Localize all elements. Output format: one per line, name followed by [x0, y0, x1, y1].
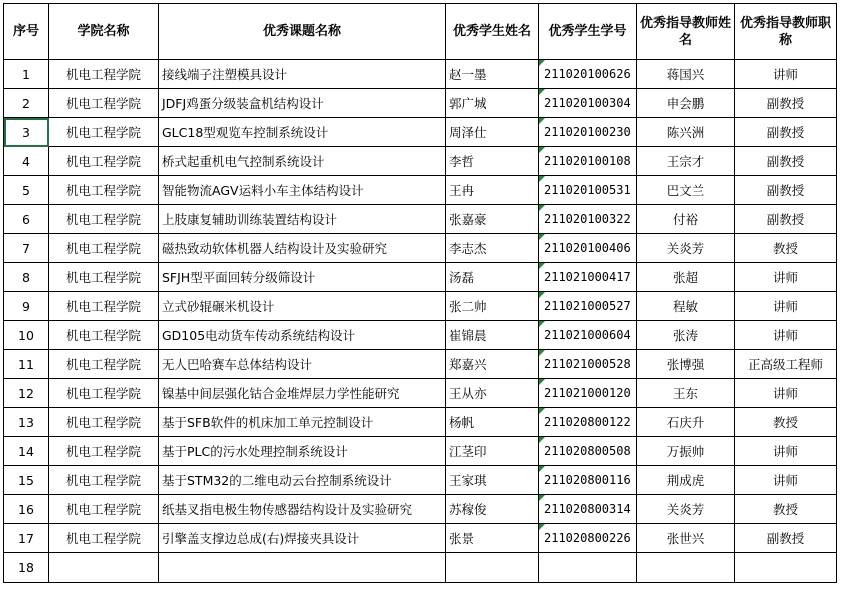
cell-topic[interactable]	[159, 176, 446, 205]
cell-topic-text: 桥式起重机电气控制系统设计	[162, 154, 325, 169]
cell-teacher[interactable]	[637, 176, 735, 205]
cell-college-text: 机电工程学院	[65, 328, 141, 343]
cell-teacher-text: 石庆升	[666, 415, 705, 430]
cell-no[interactable]	[4, 408, 49, 437]
cell-college[interactable]	[49, 437, 159, 466]
cell-no[interactable]	[4, 553, 49, 583]
cell-no-text: 9	[22, 298, 30, 314]
cell-teacher-text: 蒋国兴	[666, 67, 705, 82]
cell-topic[interactable]	[159, 495, 446, 524]
cell-no[interactable]	[4, 350, 49, 379]
cell-student-id-text: 211020100531	[544, 183, 631, 197]
table-row	[4, 524, 837, 553]
error-indicator-icon	[539, 379, 545, 385]
error-indicator-icon	[539, 408, 545, 414]
cell-teacher-title-text: 教授	[772, 502, 798, 517]
table-row	[4, 263, 837, 292]
cell-student-id[interactable]	[539, 263, 637, 292]
cell-college-text: 机电工程学院	[65, 96, 141, 111]
error-indicator-icon	[539, 118, 545, 124]
table-row	[4, 176, 837, 205]
cell-student-id[interactable]	[539, 466, 637, 495]
cell-student[interactable]	[446, 292, 539, 321]
cell-student[interactable]	[446, 60, 539, 89]
cell-student-id[interactable]	[539, 379, 637, 408]
cell-student-text: 张景	[449, 531, 475, 546]
cell-student-id-text: 211020100230	[544, 125, 631, 139]
cell-no-text: 17	[18, 530, 34, 546]
cell-teacher-title-text: 讲师	[772, 299, 798, 314]
cell-student-id-text: 211020100406	[544, 241, 631, 255]
cell-teacher[interactable]	[637, 350, 735, 379]
cell-teacher-title[interactable]	[735, 60, 837, 89]
error-indicator-icon	[539, 89, 545, 95]
cell-college[interactable]	[49, 263, 159, 292]
cell-no[interactable]	[4, 176, 49, 205]
cell-college[interactable]	[49, 379, 159, 408]
cell-student-id-text: 211020800122	[544, 415, 631, 429]
error-indicator-icon	[539, 466, 545, 472]
cell-student[interactable]	[446, 350, 539, 379]
error-indicator-icon	[539, 147, 545, 153]
cell-topic[interactable]	[159, 437, 446, 466]
cell-teacher[interactable]	[637, 437, 735, 466]
cell-student[interactable]	[446, 553, 539, 583]
cell-college[interactable]	[49, 292, 159, 321]
cell-college[interactable]	[49, 495, 159, 524]
cell-teacher[interactable]	[637, 205, 735, 234]
error-indicator-icon	[539, 437, 545, 443]
error-indicator-icon	[539, 234, 545, 240]
header-student-id[interactable]: 优秀学生学号	[539, 4, 637, 60]
cell-topic[interactable]	[159, 524, 446, 553]
cell-college-text: 机电工程学院	[65, 67, 141, 82]
table-row	[4, 495, 837, 524]
cell-teacher-title[interactable]	[735, 524, 837, 553]
cell-student-id[interactable]	[539, 524, 637, 553]
cell-student-id-text: 211020800314	[544, 502, 631, 516]
cell-teacher-text: 张超	[672, 270, 698, 285]
cell-teacher-text: 荆成虎	[666, 473, 705, 488]
cell-teacher-title-text: 正高级工程师	[747, 357, 823, 372]
cell-student-text: 王家琪	[449, 473, 487, 488]
cell-teacher-title[interactable]	[735, 321, 837, 350]
cell-student-text: 张二帅	[449, 299, 487, 314]
cell-no[interactable]	[4, 292, 49, 321]
cell-student-id[interactable]	[539, 437, 637, 466]
cell-student-id[interactable]	[539, 292, 637, 321]
cell-student-id-text: 211020800226	[544, 531, 631, 545]
cell-teacher-title-text: 副教授	[766, 531, 805, 546]
error-indicator-icon	[539, 524, 545, 530]
cell-topic-text: 无人巴哈赛车总体结构设计	[162, 357, 313, 372]
cell-teacher-text: 王宗才	[666, 154, 705, 169]
cell-no-text: 3	[22, 124, 30, 140]
cell-no-text: 1	[22, 66, 30, 82]
cell-no[interactable]	[4, 60, 49, 89]
cell-no[interactable]	[4, 89, 49, 118]
error-indicator-icon	[539, 321, 545, 327]
cell-college[interactable]	[49, 350, 159, 379]
table-body	[4, 60, 837, 583]
cell-student[interactable]	[446, 118, 539, 147]
cell-student-id[interactable]	[539, 553, 637, 583]
cell-teacher-title-text: 副教授	[766, 212, 805, 227]
cell-teacher-title[interactable]	[735, 495, 837, 524]
cell-student-id[interactable]	[539, 118, 637, 147]
cell-college-text: 机电工程学院	[65, 270, 141, 285]
cell-student-text: 郭广城	[449, 96, 487, 111]
error-indicator-icon	[539, 263, 545, 269]
cell-topic-text: JDFJ鸡蛋分级装盒机结构设计	[162, 96, 324, 111]
cell-topic-text: SFJH型平面回转分级筛设计	[162, 270, 316, 285]
cell-teacher[interactable]	[637, 495, 735, 524]
cell-college[interactable]	[49, 524, 159, 553]
cell-college-text: 机电工程学院	[65, 473, 141, 488]
cell-teacher-title[interactable]	[735, 466, 837, 495]
cell-student-text: 周泽仕	[449, 125, 487, 140]
error-indicator-icon	[539, 176, 545, 182]
cell-topic[interactable]	[159, 321, 446, 350]
cell-no-text: 12	[18, 385, 34, 401]
cell-teacher[interactable]	[637, 234, 735, 263]
cell-teacher-title-text: 讲师	[772, 67, 798, 82]
cell-teacher-title[interactable]	[735, 89, 837, 118]
cell-topic[interactable]	[159, 205, 446, 234]
cell-no-text: 2	[22, 95, 30, 111]
cell-no-text: 16	[18, 501, 34, 517]
cell-student-text: 张嘉豪	[449, 212, 487, 227]
cell-no[interactable]	[4, 437, 49, 466]
table-row	[4, 234, 837, 263]
cell-college[interactable]	[49, 466, 159, 495]
cell-teacher-title-text: 副教授	[766, 183, 805, 198]
cell-no[interactable]	[4, 263, 49, 292]
cell-teacher-text: 张世兴	[666, 531, 705, 546]
cell-student-id-text: 211020800508	[544, 444, 631, 458]
header-teacher-title[interactable]: 优秀指导教师职称	[735, 4, 837, 60]
cell-college[interactable]	[49, 118, 159, 147]
cell-teacher-text: 张涛	[672, 328, 698, 343]
cell-teacher[interactable]	[637, 292, 735, 321]
cell-student-id-text: 211021000120	[544, 386, 631, 400]
table-row	[4, 350, 837, 379]
table-row	[4, 437, 837, 466]
cell-no[interactable]	[4, 524, 49, 553]
cell-college[interactable]	[49, 205, 159, 234]
cell-college-text: 机电工程学院	[65, 125, 141, 140]
cell-student-id[interactable]	[539, 495, 637, 524]
cell-student-id[interactable]	[539, 321, 637, 350]
error-indicator-icon	[539, 495, 545, 501]
cell-college[interactable]	[49, 147, 159, 176]
table-row	[4, 466, 837, 495]
cell-college-text: 机电工程学院	[65, 386, 141, 401]
cell-student-id-text: 211020100322	[544, 212, 631, 226]
cell-no[interactable]	[4, 466, 49, 495]
cell-topic-text: 接线端子注塑模具设计	[162, 67, 288, 82]
cell-topic-text: 引擎盖支撑边总成(右)焊接夹具设计	[162, 531, 360, 546]
cell-topic[interactable]	[159, 350, 446, 379]
cell-topic[interactable]	[159, 379, 446, 408]
cell-topic-text: GD105电动货车传动系统结构设计	[162, 328, 356, 343]
cell-topic-text: 纸基叉指电极生物传感器结构设计及实验研究	[162, 502, 413, 517]
header-student[interactable]: 优秀学生姓名	[446, 4, 539, 60]
cell-student[interactable]	[446, 176, 539, 205]
cell-teacher-title[interactable]	[735, 263, 837, 292]
table-row	[4, 379, 837, 408]
cell-teacher-title[interactable]	[735, 176, 837, 205]
error-indicator-icon	[539, 292, 545, 298]
cell-teacher-title[interactable]	[735, 408, 837, 437]
cell-teacher-text: 申会鹏	[666, 96, 705, 111]
cell-student[interactable]	[446, 408, 539, 437]
cell-topic[interactable]	[159, 553, 446, 583]
cell-topic[interactable]	[159, 118, 446, 147]
header-teacher[interactable]: 优秀指导教师姓名	[637, 4, 735, 60]
cell-student-text: 杨帆	[449, 415, 475, 430]
cell-teacher-title-text: 教授	[772, 241, 798, 256]
cell-teacher[interactable]	[637, 524, 735, 553]
cell-topic-text: 智能物流AGV运料小车主体结构设计	[162, 183, 364, 198]
cell-student-text: 江茎印	[449, 444, 487, 459]
cell-topic[interactable]	[159, 408, 446, 437]
cell-teacher[interactable]	[637, 379, 735, 408]
cell-teacher-text: 关炎芳	[666, 502, 705, 517]
cell-teacher-title-text: 讲师	[772, 386, 798, 401]
table-row	[4, 89, 837, 118]
cell-no-text: 18	[18, 560, 34, 575]
cell-no[interactable]	[4, 147, 49, 176]
cell-no-text: 15	[18, 472, 34, 488]
error-indicator-icon	[539, 350, 545, 356]
cell-teacher[interactable]	[637, 60, 735, 89]
cell-teacher-title-text: 副教授	[766, 154, 805, 169]
cell-no[interactable]	[4, 495, 49, 524]
cell-student-id-text: 211020100626	[544, 67, 631, 81]
cell-student[interactable]	[446, 437, 539, 466]
cell-topic[interactable]	[159, 147, 446, 176]
cell-student-id-text: 211020100108	[544, 154, 631, 168]
cell-teacher-title[interactable]	[735, 147, 837, 176]
cell-teacher-text: 万振帅	[666, 444, 705, 459]
cell-no-text: 7	[22, 240, 30, 256]
cell-no[interactable]	[4, 379, 49, 408]
cell-student-id-text: 211020800116	[544, 473, 631, 487]
cell-student-text: 崔锦晨	[449, 328, 487, 343]
cell-teacher-title-text: 副教授	[766, 96, 805, 111]
cell-teacher-title[interactable]	[735, 350, 837, 379]
cell-student-id[interactable]	[539, 205, 637, 234]
cell-no[interactable]	[4, 118, 49, 147]
cell-topic[interactable]	[159, 60, 446, 89]
cell-teacher-title-text: 讲师	[772, 270, 798, 285]
cell-topic-text: 磁热致动软体机器人结构设计及实验研究	[162, 241, 388, 256]
cell-topic-text: 基于STM32的二维电动云台控制系统设计	[162, 473, 392, 488]
cell-student-text: 王冉	[449, 183, 475, 198]
table-row	[4, 321, 837, 350]
cell-student-id[interactable]	[539, 147, 637, 176]
cell-college-text: 机电工程学院	[65, 531, 141, 546]
cell-student[interactable]	[446, 263, 539, 292]
cell-college-text: 机电工程学院	[65, 357, 141, 372]
cell-student-id[interactable]	[539, 350, 637, 379]
cell-no-text: 14	[18, 443, 34, 459]
cell-teacher-title-text: 讲师	[772, 328, 798, 343]
cell-student[interactable]	[446, 321, 539, 350]
cell-student-id-text: 211020100304	[544, 96, 631, 110]
cell-no[interactable]	[4, 205, 49, 234]
cell-teacher-title[interactable]	[735, 292, 837, 321]
table-row	[4, 408, 837, 437]
cell-topic[interactable]	[159, 263, 446, 292]
cell-teacher-title-text: 教授	[772, 415, 798, 430]
cell-teacher-text: 王东	[672, 386, 698, 401]
cell-teacher-title[interactable]	[735, 234, 837, 263]
cell-college[interactable]	[49, 89, 159, 118]
cell-college[interactable]	[49, 553, 159, 583]
cell-topic[interactable]	[159, 292, 446, 321]
cell-college-text: 机电工程学院	[65, 212, 141, 227]
cell-topic-text: 上肢康复辅助训练装置结构设计	[162, 212, 338, 227]
cell-teacher-text: 程敏	[672, 299, 698, 314]
cell-topic-text: 基于PLC的污水处理控制系统设计	[162, 444, 348, 459]
cell-no-text: 11	[18, 356, 34, 372]
cell-teacher-title-text: 副教授	[766, 125, 805, 140]
cell-student-id[interactable]	[539, 234, 637, 263]
cell-no[interactable]	[4, 321, 49, 350]
cell-teacher[interactable]	[637, 553, 735, 583]
table-row	[4, 205, 837, 234]
cell-student[interactable]	[446, 466, 539, 495]
cell-student[interactable]	[446, 234, 539, 263]
cell-student-id[interactable]	[539, 176, 637, 205]
cell-topic-text: 基于SFB软件的机床加工单元控制设计	[162, 415, 374, 430]
cell-student[interactable]	[446, 147, 539, 176]
error-indicator-icon	[539, 60, 545, 66]
cell-topic[interactable]	[159, 234, 446, 263]
cell-college-text: 机电工程学院	[65, 299, 141, 314]
cell-no-text: 13	[18, 414, 34, 430]
cell-college[interactable]	[49, 321, 159, 350]
cell-student-text: 汤磊	[449, 270, 475, 285]
cell-student-id-text: 211021000604	[544, 328, 631, 342]
cell-college-text: 机电工程学院	[65, 183, 141, 198]
cell-student-text: 苏稼俊	[449, 502, 487, 517]
cell-no-text: 5	[22, 182, 30, 198]
cell-teacher-text: 关炎芳	[666, 241, 705, 256]
cell-teacher-text: 陈兴洲	[666, 125, 705, 140]
cell-teacher[interactable]	[637, 147, 735, 176]
cell-no-text: 8	[22, 269, 30, 285]
cell-topic-text: GLC18型观览车控制系统设计	[162, 125, 329, 140]
header-topic[interactable]: 优秀课题名称	[159, 4, 446, 60]
cell-teacher-title[interactable]	[735, 118, 837, 147]
cell-teacher[interactable]	[637, 321, 735, 350]
cell-topic-text: 立式砂辊碾米机设计	[162, 299, 275, 314]
cell-student[interactable]	[446, 89, 539, 118]
cell-student-id[interactable]	[539, 60, 637, 89]
cell-teacher[interactable]	[637, 263, 735, 292]
cell-topic[interactable]	[159, 466, 446, 495]
table-row	[4, 553, 837, 583]
cell-student-id-text: 211021000417	[544, 270, 631, 284]
cell-no-text: 6	[22, 211, 30, 227]
cell-student-id[interactable]	[539, 408, 637, 437]
cell-student-id-text: 211021000528	[544, 357, 631, 371]
cell-teacher-title-text: 讲师	[772, 473, 798, 488]
header-college[interactable]: 学院名称	[49, 4, 159, 60]
table-row	[4, 147, 837, 176]
cell-college[interactable]	[49, 234, 159, 263]
header-row	[4, 4, 837, 60]
header-no[interactable]: 序号	[4, 4, 49, 60]
cell-teacher[interactable]	[637, 408, 735, 437]
cell-college-text: 机电工程学院	[65, 415, 141, 430]
cell-student[interactable]	[446, 524, 539, 553]
cell-student-text: 李哲	[449, 154, 475, 169]
cell-college[interactable]	[49, 60, 159, 89]
cell-college-text: 机电工程学院	[65, 154, 141, 169]
cell-student[interactable]	[446, 379, 539, 408]
cell-teacher-text: 巴文兰	[666, 183, 705, 198]
cell-college[interactable]	[49, 408, 159, 437]
cell-college-text: 机电工程学院	[65, 241, 141, 256]
cell-no[interactable]	[4, 234, 49, 263]
cell-no-text: 10	[18, 327, 34, 343]
cell-teacher-title[interactable]	[735, 553, 837, 583]
cell-topic-text: 镍基中间层强化钴合金堆焊层力学性能研究	[162, 386, 400, 401]
cell-college-text: 机电工程学院	[65, 444, 141, 459]
cell-student-text: 郑嘉兴	[449, 357, 487, 372]
cell-teacher[interactable]	[637, 466, 735, 495]
cell-teacher-title-text: 讲师	[772, 444, 798, 459]
cell-teacher-text: 张博强	[666, 357, 705, 372]
cell-student-id-text: 211021000527	[544, 299, 631, 313]
table-row	[4, 118, 837, 147]
cell-teacher-text: 付裕	[672, 212, 698, 227]
cell-student-id[interactable]	[539, 89, 637, 118]
cell-teacher-title[interactable]	[735, 379, 837, 408]
awards-table	[3, 3, 837, 583]
table-row	[4, 60, 837, 89]
cell-teacher-title[interactable]	[735, 437, 837, 466]
error-indicator-icon	[539, 205, 545, 211]
cell-college-text: 机电工程学院	[65, 502, 141, 517]
cell-topic[interactable]	[159, 89, 446, 118]
table-row	[4, 292, 837, 321]
cell-student-text: 李志杰	[449, 241, 487, 256]
cell-student[interactable]	[446, 495, 539, 524]
cell-student[interactable]	[446, 205, 539, 234]
cell-teacher-title[interactable]	[735, 205, 837, 234]
cell-teacher[interactable]	[637, 118, 735, 147]
cell-college[interactable]	[49, 176, 159, 205]
cell-no-text: 4	[22, 153, 30, 169]
cell-student-text: 王从亦	[449, 386, 487, 401]
cell-teacher[interactable]	[637, 89, 735, 118]
cell-student-text: 赵一墨	[449, 67, 487, 82]
